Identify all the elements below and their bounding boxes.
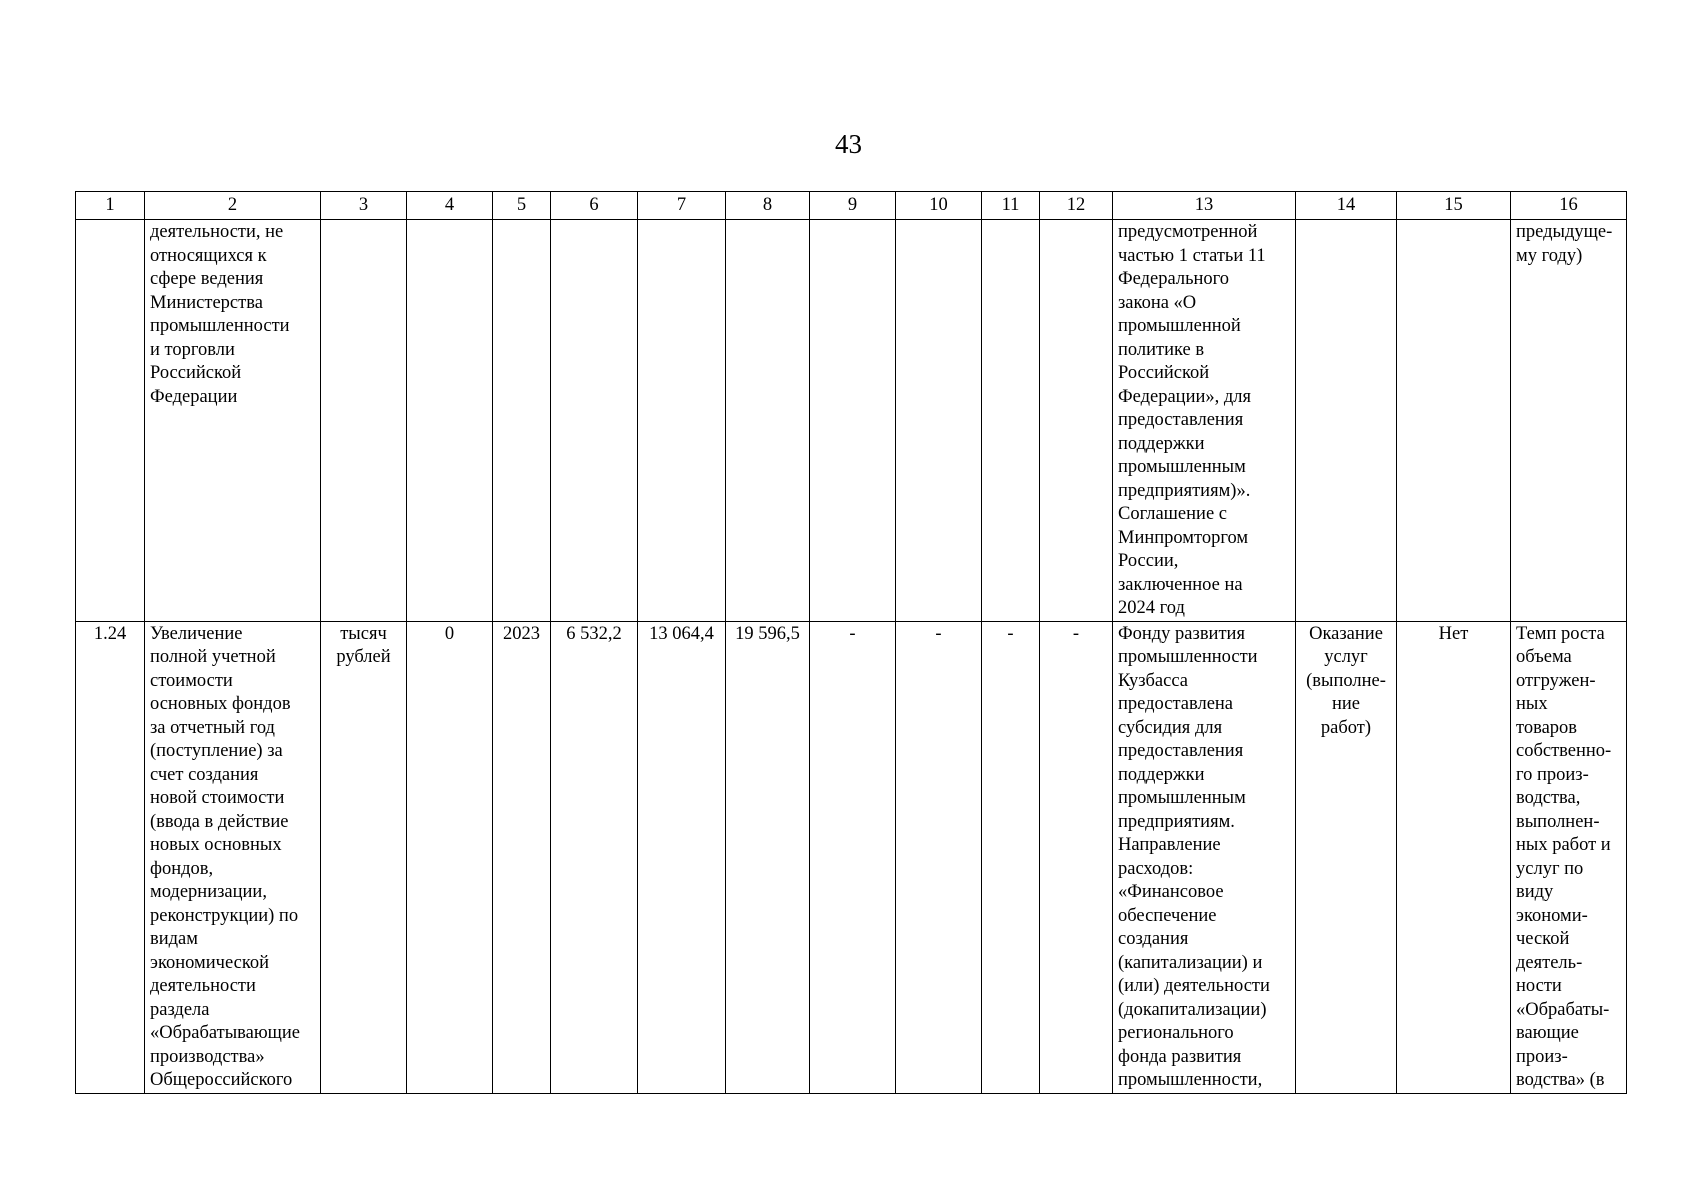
cell-text-line: Министерства [150,292,263,313]
cell-text-line: - [849,623,856,644]
cell-text-line: услуг [1324,647,1368,667]
cell-text-line: предприятиям. [1118,811,1235,832]
cell-text-line: деятельности, не [150,222,284,242]
table-cell-col-1 [76,220,145,622]
cell-text-line: России, [1118,551,1179,571]
cell-text-line: счет создания [150,764,259,785]
cell-text-line: «Обрабатывающие [150,1023,301,1043]
table-cell-col-16 [1511,220,1627,622]
cell-text-line: работ) [1320,717,1372,738]
cell-text-line: экономической [150,952,270,973]
table-cell-col-7 [638,621,726,1093]
cell-text-line: ние [1331,694,1360,714]
column-header-6: 6 [551,192,638,220]
cell-text-line: предоставления [1118,410,1244,430]
cell-text-line: закона «О [1118,292,1197,313]
table-cell-col-4 [407,220,493,622]
page-number: 43 [835,129,862,159]
cell-text-line: промышленности, [1118,1070,1263,1090]
cell-text-line: предыдуще- [1516,222,1613,242]
cell-text-line: сфере ведения [150,269,264,289]
cell-text-line: политике в [1118,339,1205,360]
cell-text-line: субсидия для [1118,717,1223,738]
cell-text-line: поддержки [1118,764,1205,785]
cell-text-line: услуг по [1516,858,1584,879]
cell-text-line: 2024 год [1118,598,1185,618]
table-cell-col-15 [1397,621,1511,1093]
table-cell-col-9 [810,220,896,622]
cell-text-line: Соглашение с [1118,504,1227,524]
cell-text-line: Темп роста [1516,623,1605,644]
cell-text-line: му году) [1516,245,1583,266]
table-cell-col-8 [726,220,810,622]
table-cell-col-5 [493,220,551,622]
column-header-9: 9 [810,192,896,220]
cell-text-line: относящихся к [150,245,267,266]
cell-text-line: поддержки [1118,433,1205,454]
cell-text-line: частью 1 статьи 11 [1118,245,1266,266]
cell-text-line: (капитализации) и [1118,952,1263,973]
cell-text-line: ных [1516,694,1548,714]
cell-text-line: производства» [150,1046,265,1067]
column-header-8: 8 [726,192,810,220]
document-table [75,191,1627,1094]
table-cell-col-14 [1296,621,1397,1093]
column-header-4: 4 [407,192,493,220]
cell-text-line: предприятиям)». [1118,480,1251,501]
table-cell-col-3 [321,621,407,1093]
table-cell-col-11 [982,220,1040,622]
cell-text-line: тысяч [340,623,387,644]
cell-text-line: водства, [1516,788,1581,808]
column-header-1: 1 [76,192,145,220]
cell-text-line: Российской [150,363,242,383]
cell-text-line: предоставлена [1118,694,1234,714]
cell-text-line: и торговли [150,339,235,360]
cell-text-line: (ввода в действие [150,811,289,832]
cell-text-line: - [1007,623,1014,644]
cell-text-line: - [1072,623,1080,644]
table-cell-col-4 [407,621,493,1093]
column-header-11: 11 [982,192,1040,220]
cell-text-line: (или) деятельности [1118,976,1270,996]
cell-text-line: деятель- [1516,952,1583,973]
cell-text-line: (поступление) за [150,741,283,761]
cell-text-line: Кузбасса [1118,670,1188,691]
column-header-2: 2 [145,192,321,220]
table-cell-col-12 [1040,220,1113,622]
cell-text-line: 0 [444,623,455,644]
cell-text-line: «Обрабаты- [1516,999,1610,1020]
cell-text-line: 6 532,2 [566,623,622,644]
cell-text-line: Фонду развития [1118,623,1245,644]
cell-text-line: видам [150,929,198,949]
column-header-15: 15 [1397,192,1511,220]
cell-text-line: ных работ и [1516,835,1611,855]
cell-text-line: стоимости [150,670,233,691]
table-cell-col-6 [551,220,638,622]
cell-text-line: заключенное на [1118,574,1243,595]
table-row [76,220,1627,622]
cell-text-line: промышленной [1118,316,1241,336]
cell-text-line: товаров [1516,717,1578,738]
cell-text-line: промышленности [150,316,290,336]
cell-text-line: промышленным [1118,457,1246,477]
cell-text-line: (выполне- [1306,670,1386,691]
table-cell-col-13 [1113,621,1296,1093]
cell-text-line: фондов, [150,858,214,879]
table-cell-col-1 [76,621,145,1093]
cell-text-line: регионального [1118,1023,1234,1043]
table-row [76,621,1627,1093]
table-cell-col-9 [810,621,896,1093]
cell-text-line: го произ- [1516,764,1589,785]
cell-text-line: экономи- [1516,905,1588,926]
table-cell-col-2 [145,220,321,622]
cell-text-line: модернизации, [150,882,267,902]
cell-text-line: обеспечение [1118,905,1217,926]
cell-text-line: 1.24 [93,623,127,644]
column-header-7: 7 [638,192,726,220]
cell-text-line: предоставления [1118,741,1244,761]
table-cell-col-12 [1040,621,1113,1093]
cell-text-line: основных фондов [150,694,291,714]
column-header-3: 3 [321,192,407,220]
cell-text-line: - [935,623,942,644]
cell-text-line: водства» (в [1516,1070,1605,1090]
cell-text-line: Федерации», для [1118,386,1252,407]
cell-text-line: Направление [1118,835,1221,855]
cell-text-line: выполнен- [1516,811,1600,832]
cell-text-line: Общероссийского [150,1070,293,1090]
table-cell-col-13 [1113,220,1296,622]
cell-text-line: промышленным [1118,788,1246,808]
table-cell-col-10 [896,621,982,1093]
column-header-12: 12 [1040,192,1113,220]
cell-text-line: Оказание [1309,623,1383,644]
table-cell-col-7 [638,220,726,622]
cell-text-line: произ- [1516,1046,1568,1067]
cell-text-line: предусмотренной [1118,222,1258,242]
table-cell-col-16 [1511,621,1627,1093]
column-header-10: 10 [896,192,982,220]
cell-text-line: отгружен- [1516,670,1596,691]
table-cell-col-15 [1397,220,1511,622]
table-cell-col-3 [321,220,407,622]
cell-text-line: ности [1516,976,1562,996]
cell-text-line: реконструкции) по [150,905,299,926]
cell-text-line: Федерального [1118,269,1230,289]
cell-text-line: раздела [150,999,210,1020]
cell-text-line: за отчетный год [150,717,275,738]
table-cell-col-5 [493,621,551,1093]
cell-text-line: полной учетной [150,647,276,667]
cell-text-line: (докапитализации) [1118,999,1267,1020]
cell-text-line: ческой [1516,929,1570,949]
cell-text-line: расходов: [1118,858,1194,879]
cell-text-line: Федерации [150,386,238,407]
cell-text-line: новой стоимости [150,788,285,808]
cell-text-line: «Финансовое [1118,882,1224,902]
cell-text-line: 19 596,5 [735,623,800,644]
cell-text-line: Увеличение [150,623,243,644]
cell-text-line: новых основных [150,835,282,855]
cell-text-line: промышленности [1118,647,1258,667]
cell-text-line: объема [1516,647,1572,667]
cell-text-line: 13 064,4 [649,623,714,644]
table-cell-col-6 [551,621,638,1093]
cell-text-line: Российской [1118,363,1210,383]
column-header-13: 13 [1113,192,1296,220]
cell-text-line: собственно- [1516,741,1612,761]
cell-text-line: 2023 [503,623,540,644]
table-header-row [76,192,1627,220]
cell-text-line: фонда развития [1118,1046,1242,1067]
table-cell-col-10 [896,220,982,622]
cell-text-line: виду [1516,882,1554,902]
column-header-14: 14 [1296,192,1397,220]
table-cell-col-11 [982,621,1040,1093]
cell-text-line: рублей [336,647,391,667]
table-cell-col-14 [1296,220,1397,622]
cell-text-line: Нет [1438,623,1469,644]
column-header-5: 5 [493,192,551,220]
column-header-16: 16 [1511,192,1627,220]
cell-text-line: создания [1118,929,1189,949]
table-cell-col-2 [145,621,321,1093]
table-cell-col-8 [726,621,810,1093]
cell-text-line: вающие [1516,1023,1579,1043]
cell-text-line: деятельности [150,976,256,996]
cell-text-line: Минпромторгом [1118,527,1249,548]
